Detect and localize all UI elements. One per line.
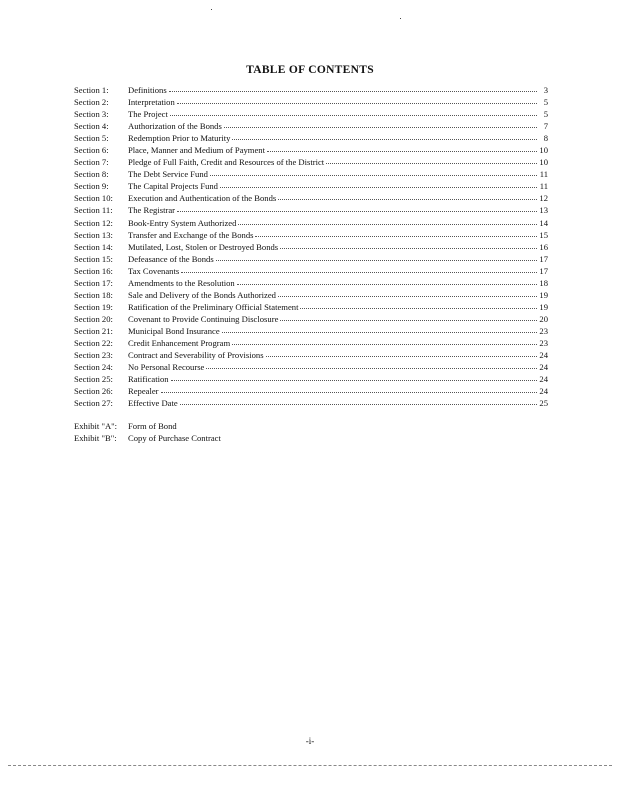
toc-entry — [74, 325, 548, 337]
toc-entry — [74, 192, 548, 204]
section-title: Redemption Prior to Maturity — [128, 133, 231, 144]
section-title: Execution and Authentication of the Bonds — [128, 193, 277, 204]
toc-entry — [74, 253, 548, 265]
dot-leader — [267, 144, 537, 152]
dot-leader — [278, 192, 537, 200]
dot-leader — [220, 180, 537, 188]
section-number: Section 5: — [74, 133, 109, 144]
dot-leader — [169, 84, 537, 92]
section-title: Tax Covenants — [128, 265, 180, 276]
section-number: Section 18: — [74, 289, 113, 300]
dot-leader — [206, 361, 537, 369]
page-ref: 15 — [539, 229, 548, 240]
dot-leader — [161, 385, 537, 393]
scan-edge-line — [8, 765, 612, 766]
page-ref: 25 — [539, 398, 548, 409]
dot-leader — [177, 204, 537, 212]
page-ref: 20 — [539, 313, 548, 324]
section-title: Defeasance of the Bonds — [128, 253, 214, 264]
dot-leader — [255, 229, 537, 237]
dot-leader — [232, 337, 537, 345]
toc-entry — [74, 120, 548, 132]
section-number: Section 22: — [74, 337, 113, 348]
section-number: Section 17: — [74, 277, 113, 288]
dot-leader — [177, 96, 537, 104]
toc-entry — [74, 313, 548, 325]
section-number: Section 11: — [74, 205, 113, 216]
page-ref: 5 — [543, 97, 548, 108]
toc-entry — [74, 204, 548, 216]
page-ref: 11 — [539, 169, 548, 180]
toc-entry — [74, 277, 548, 289]
page-ref: 24 — [539, 350, 548, 361]
toc-entry — [74, 289, 548, 301]
toc-entry — [74, 385, 548, 397]
section-number: Section 16: — [74, 265, 113, 276]
toc-entry — [74, 156, 548, 168]
dot-leader — [170, 108, 537, 116]
toc-entry — [74, 144, 548, 156]
page-ref: 3 — [543, 85, 548, 95]
dot-leader — [216, 253, 537, 261]
page-ref: 14 — [539, 217, 548, 228]
page-ref: 7 — [543, 121, 548, 132]
dot-leader — [222, 325, 537, 333]
section-number: Section 4: — [74, 121, 109, 132]
scan-speck — [211, 9, 212, 10]
page-ref: 24 — [539, 386, 548, 397]
section-title: The Debt Service Fund — [128, 169, 208, 180]
exhibit-title: Copy of Purchase Contract — [128, 433, 221, 443]
section-title: The Project — [128, 109, 168, 120]
dot-leader — [237, 277, 537, 285]
page-ref: 10 — [539, 157, 548, 168]
section-title: Pledge of Full Faith, Credit and Resources of the District — [128, 157, 325, 168]
page-ref: 24 — [539, 374, 548, 385]
toc-entry — [74, 217, 548, 229]
dot-leader — [280, 313, 537, 321]
section-number: Section 14: — [74, 241, 113, 252]
section-title: Definitions — [128, 85, 167, 95]
exhibit-label: Exhibit "A": — [74, 421, 118, 431]
page-ref: 8 — [543, 133, 548, 144]
scan-speck — [400, 18, 401, 19]
dot-leader — [238, 217, 537, 225]
page-ref: 18 — [539, 277, 548, 288]
page-ref: 17 — [539, 265, 548, 276]
page-ref: 24 — [539, 362, 548, 373]
dot-leader — [280, 241, 537, 249]
dot-leader — [300, 301, 537, 309]
page-ref: 17 — [539, 253, 548, 264]
dot-leader — [278, 289, 537, 297]
section-number: Section 3: — [74, 109, 109, 120]
exhibit-title: Form of Bond — [128, 421, 177, 431]
exhibit-label: Exhibit "B": — [74, 433, 117, 443]
page-ref: 12 — [539, 193, 548, 204]
section-title: Amendments to the Resolution — [128, 277, 235, 288]
section-title: Transfer and Exchange of the Bonds — [128, 229, 254, 240]
section-title: Authorization of the Bonds — [128, 121, 222, 132]
section-number: Section 26: — [74, 386, 113, 397]
dot-leader — [171, 373, 537, 381]
toc-list — [74, 84, 548, 409]
page-ref: 11 — [539, 181, 548, 192]
page-ref: 19 — [539, 289, 548, 300]
page-ref: 16 — [539, 241, 548, 252]
section-number: Section 20: — [74, 313, 113, 324]
section-title: Repealer — [128, 386, 159, 397]
exhibit-list — [74, 420, 221, 444]
toc-entry — [74, 397, 548, 409]
section-title: Book-Entry System Authorized — [128, 217, 237, 228]
page-ref: 5 — [543, 109, 548, 120]
toc-entry — [74, 168, 548, 180]
section-title: Sale and Delivery of the Bonds Authorized — [128, 289, 276, 300]
section-number: Section 12: — [74, 217, 113, 228]
section-number: Section 23: — [74, 350, 113, 361]
section-number: Section 10: — [74, 193, 113, 204]
section-title: Municipal Bond Insurance — [128, 325, 220, 336]
section-title: The Registrar — [128, 205, 176, 216]
section-number: Section 21: — [74, 325, 113, 336]
section-title: No Personal Recourse — [128, 362, 205, 373]
section-title: Place, Manner and Medium of Payment — [128, 145, 265, 156]
page-number: -i- — [305, 736, 315, 746]
toc-entry — [74, 301, 548, 313]
section-number: Section 19: — [74, 301, 113, 312]
dot-leader — [210, 168, 537, 176]
page-ref: 23 — [539, 337, 548, 348]
dot-leader — [266, 349, 537, 357]
exhibit-entry — [74, 432, 221, 444]
section-number: Section 6: — [74, 145, 109, 156]
toc-entry — [74, 132, 548, 144]
page-title: TABLE OF CONTENTS — [246, 64, 374, 76]
section-title: The Capital Projects Fund — [128, 181, 218, 192]
toc-entry — [74, 96, 548, 108]
toc-entry — [74, 84, 548, 96]
section-title: Covenant to Provide Continuing Disclosure — [128, 313, 279, 324]
section-title: Credit Enhancement Program — [128, 337, 231, 348]
section-title: Ratification of the Preliminary Official Statement — [128, 301, 299, 312]
exhibit-entry — [74, 420, 221, 432]
section-number: Section 27: — [74, 398, 113, 409]
section-number: Section 2: — [74, 97, 109, 108]
section-number: Section 7: — [74, 157, 109, 168]
dot-leader — [232, 132, 537, 140]
toc-entry — [74, 349, 548, 361]
toc-entry — [74, 337, 548, 349]
section-number: Section 13: — [74, 229, 113, 240]
toc-entry — [74, 229, 548, 241]
toc-entry — [74, 361, 548, 373]
toc-entry — [74, 265, 548, 277]
section-title: Contract and Severability of Provisions — [128, 350, 264, 361]
page-ref: 23 — [539, 325, 548, 336]
dot-leader — [326, 156, 537, 164]
toc-entry — [74, 241, 548, 253]
section-number: Section 24: — [74, 362, 113, 373]
section-number: Section 25: — [74, 374, 113, 385]
section-number: Section 9: — [74, 181, 109, 192]
section-title: Ratification — [128, 374, 169, 385]
page-ref: 13 — [539, 205, 548, 216]
page-ref: 19 — [539, 301, 548, 312]
page-ref: 10 — [539, 145, 548, 156]
section-title: Mutilated, Lost, Stolen or Destroyed Bonds — [128, 241, 279, 252]
toc-entry — [74, 108, 548, 120]
toc-entry — [74, 180, 548, 192]
dot-leader — [181, 265, 537, 273]
section-number: Section 1: — [74, 85, 109, 95]
section-number: Section 15: — [74, 253, 113, 264]
section-title: Effective Date — [128, 398, 178, 409]
toc-entry — [74, 373, 548, 385]
dot-leader — [180, 397, 537, 405]
section-number: Section 8: — [74, 169, 109, 180]
section-title: Interpretation — [128, 97, 175, 108]
dot-leader — [224, 120, 537, 128]
